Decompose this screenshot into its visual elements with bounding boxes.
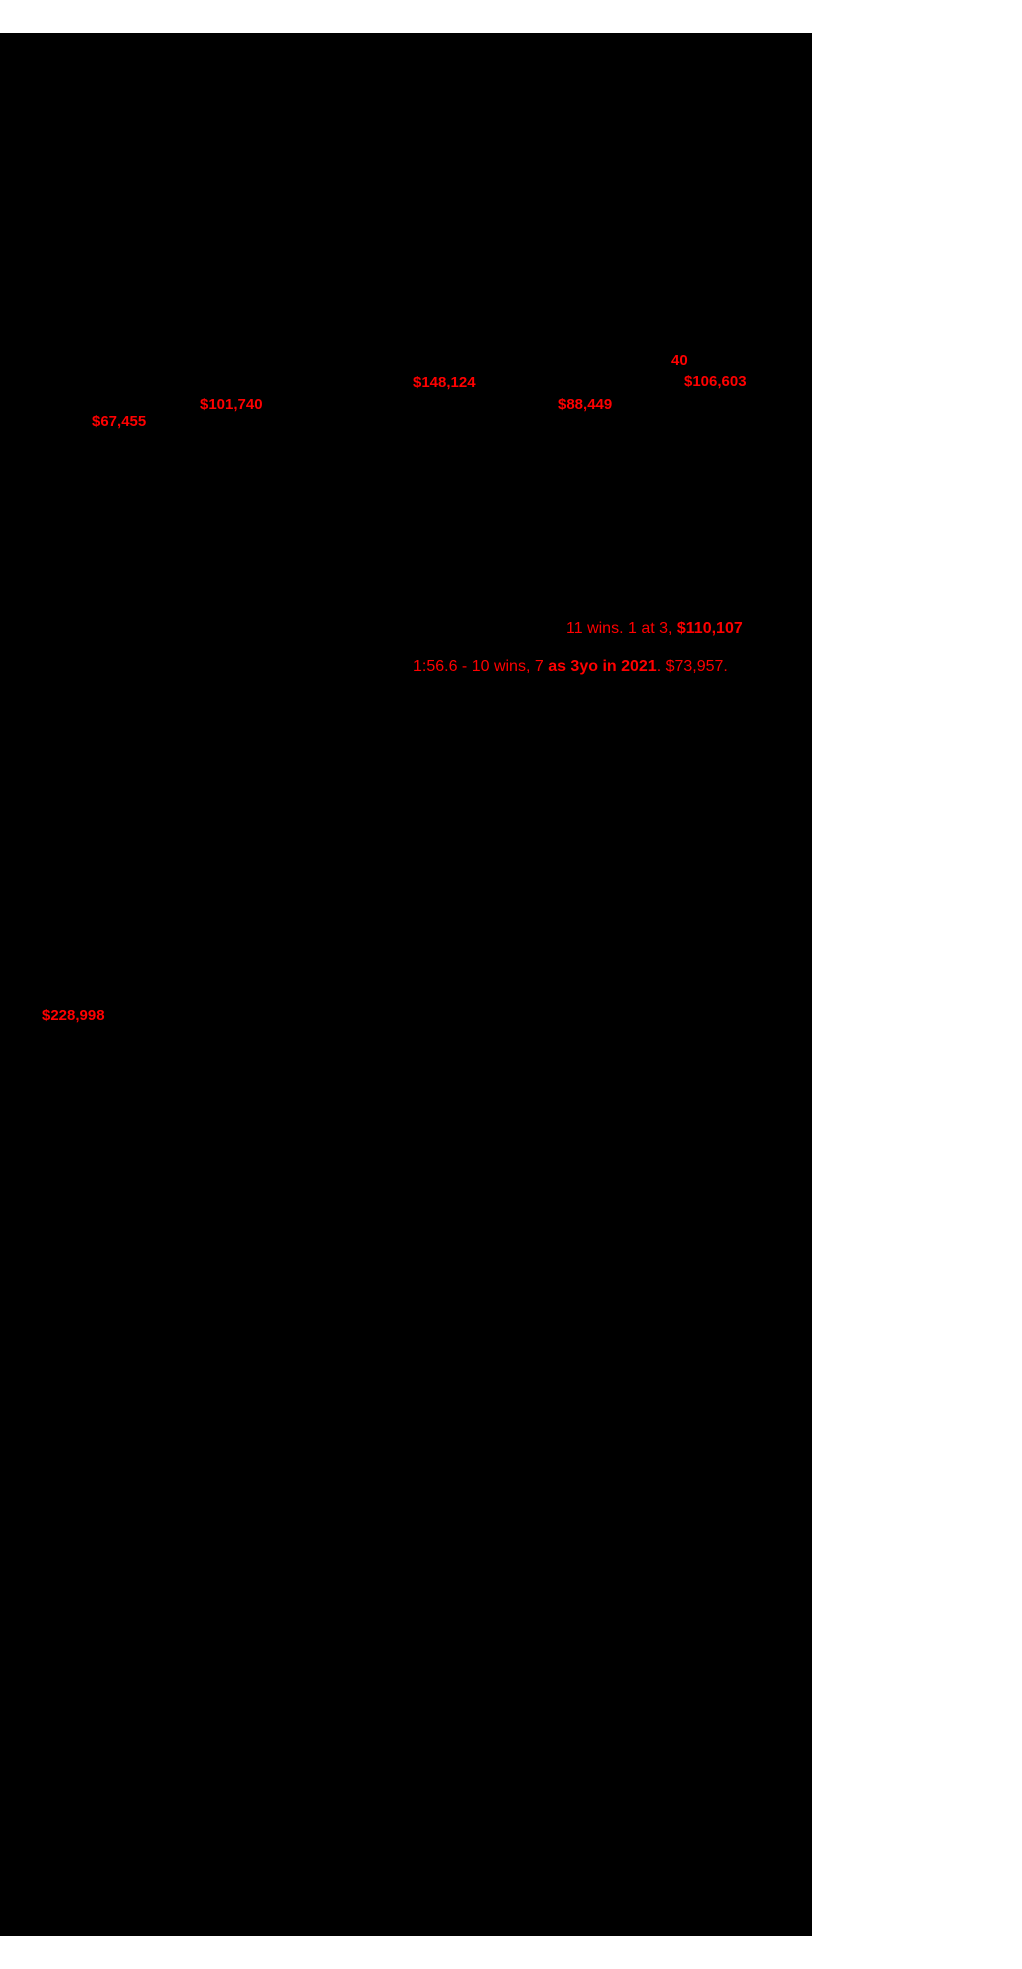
earnings-101740: $101,740 [200,396,263,413]
record-line-wins-110107-part-2: at 3, [641,620,677,637]
record-line-156-10wins-part-2: . $73,957. [656,658,728,675]
record-line-wins-110107-part-0: 11 [566,620,588,637]
record-line-156-10wins-part-0: 1:56.6 - 10 wins, 7 [413,658,549,675]
record-line-156-10wins [413,659,728,675]
document-page [0,33,812,1936]
count-40: 40 [671,352,688,369]
record-line-wins-110107-part-3: $110,107 [676,620,743,637]
earnings-67455: $67,455 [92,413,147,430]
earnings-228998: $228,998 [42,1007,105,1024]
record-line-wins-110107 [566,621,743,637]
earnings-88449: $88,449 [558,396,613,413]
earnings-148124: $148,124 [413,374,476,391]
earnings-106603: $106,603 [684,373,747,390]
record-line-156-10wins-part-1: as 3yo in 2021 [548,658,657,675]
record-line-wins-110107-part-1: wins. 1 [587,620,642,637]
